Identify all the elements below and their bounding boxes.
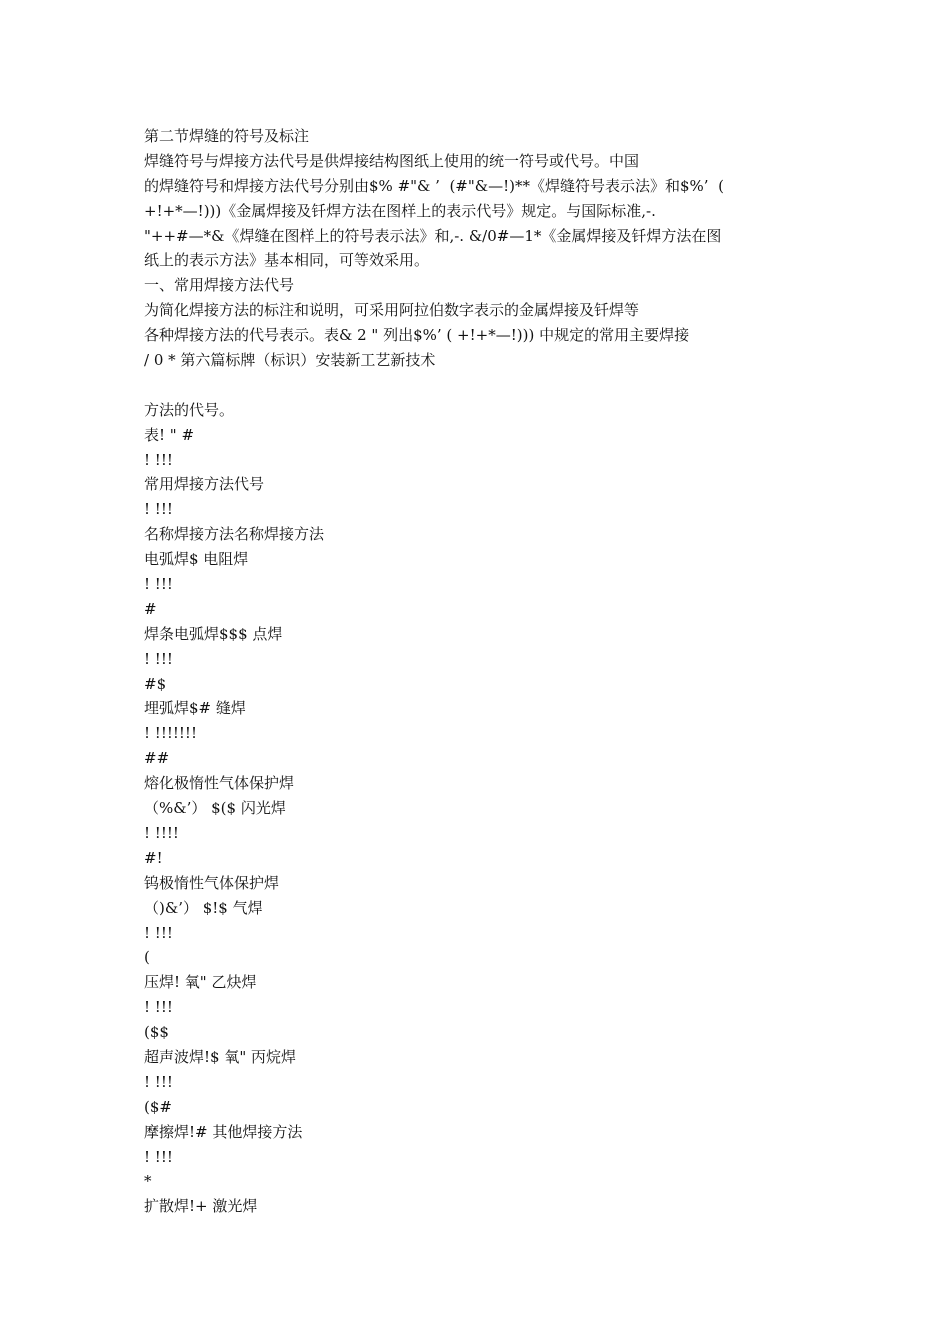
page-footer-line: / 0 * 第六篇标牌（标识）安装新工艺新技术 bbox=[144, 351, 436, 370]
table-row: * bbox=[144, 1172, 152, 1191]
table-row: （%&’） $($ 闪光焊 bbox=[144, 799, 286, 818]
table-header: 名称焊接方法名称焊接方法 bbox=[144, 525, 325, 544]
table-rule: ! !!!! bbox=[144, 823, 179, 842]
table-row: 电弧焊$ 电阻焊 bbox=[144, 550, 249, 569]
table-rule: ! !!! bbox=[144, 450, 173, 469]
table-row: （)&’） $!$ 气焊 bbox=[144, 898, 263, 917]
paragraph-line: 的焊缝符号和焊接方法代号分别由$% #"& ’ (#"&—!)**《焊缝符号表示法》和$%’ ( bbox=[144, 176, 724, 195]
table-row: 超声波焊!$ 氧" 丙烷焊 bbox=[144, 1047, 297, 1066]
table-row: 埋弧焊$# 缝焊 bbox=[144, 699, 246, 718]
table-row: ($# bbox=[144, 1097, 172, 1116]
blank-line bbox=[144, 373, 824, 398]
table-title: 常用焊接方法代号 bbox=[144, 475, 265, 494]
table-label: 表! " # bbox=[144, 425, 195, 444]
table-row: # bbox=[144, 599, 157, 618]
table-row: 压焊! 氧" 乙炔焊 bbox=[144, 973, 257, 992]
table-rule: ! !!! bbox=[144, 500, 173, 519]
paragraph-line: 方法的代号。 bbox=[144, 400, 235, 419]
subsection-title: 一、常用焊接方法代号 bbox=[144, 276, 295, 295]
table-rule: ! !!!!!!! bbox=[144, 724, 197, 743]
table-row: 摩擦焊!# 其他焊接方法 bbox=[144, 1122, 303, 1141]
section-title: 第二节焊缝的符号及标注 bbox=[144, 127, 310, 145]
paragraph-line: "++#—*&《焊缝在图样上的符号表示法》和,-. &/0#—1*《金属焊接及钎焊方法在图 bbox=[144, 226, 722, 245]
table-row: 扩散焊!+ 激光焊 bbox=[144, 1197, 258, 1216]
table-row: 焊条电弧焊$$$ 点焊 bbox=[144, 624, 283, 643]
paragraph-line: 纸上的表示方法》基本相同，可等效采用。 bbox=[144, 251, 430, 270]
table-rule: ! !!! bbox=[144, 1147, 173, 1166]
table-rule: ! !!! bbox=[144, 998, 173, 1017]
table-row: #$ bbox=[144, 674, 167, 693]
table-row: ## bbox=[144, 749, 170, 768]
document-page bbox=[144, 124, 824, 1219]
table-rule: ! !!! bbox=[144, 923, 173, 942]
table-rule: ! !!! bbox=[144, 649, 173, 668]
paragraph-line: +!+*—!)))《金属焊接及钎焊方法在图样上的表示代号》规定。与国际标准,-. bbox=[144, 201, 656, 220]
table-row: 钨极惰性气体保护焊 bbox=[144, 873, 280, 892]
table-row: ( bbox=[144, 948, 150, 967]
paragraph-line: 各种焊接方法的代号表示。表& 2 " 列出$%’ ( +!+*—!))) 中规定的常用主要焊接 bbox=[144, 326, 690, 345]
table-rule: ! !!! bbox=[144, 1072, 173, 1091]
table-row: 熔化极惰性气体保护焊 bbox=[144, 774, 295, 793]
table-rule: ! !!! bbox=[144, 575, 173, 594]
table-row: #! bbox=[144, 848, 163, 867]
paragraph-line: 为简化焊接方法的标注和说明，可采用阿拉伯数字表示的金属焊接及钎焊等 bbox=[144, 301, 640, 320]
paragraph-line: 焊缝符号与焊接方法代号是供焊接结构图纸上使用的统一符号或代号。中国 bbox=[144, 151, 640, 170]
table-row: ($$ bbox=[144, 1023, 169, 1042]
